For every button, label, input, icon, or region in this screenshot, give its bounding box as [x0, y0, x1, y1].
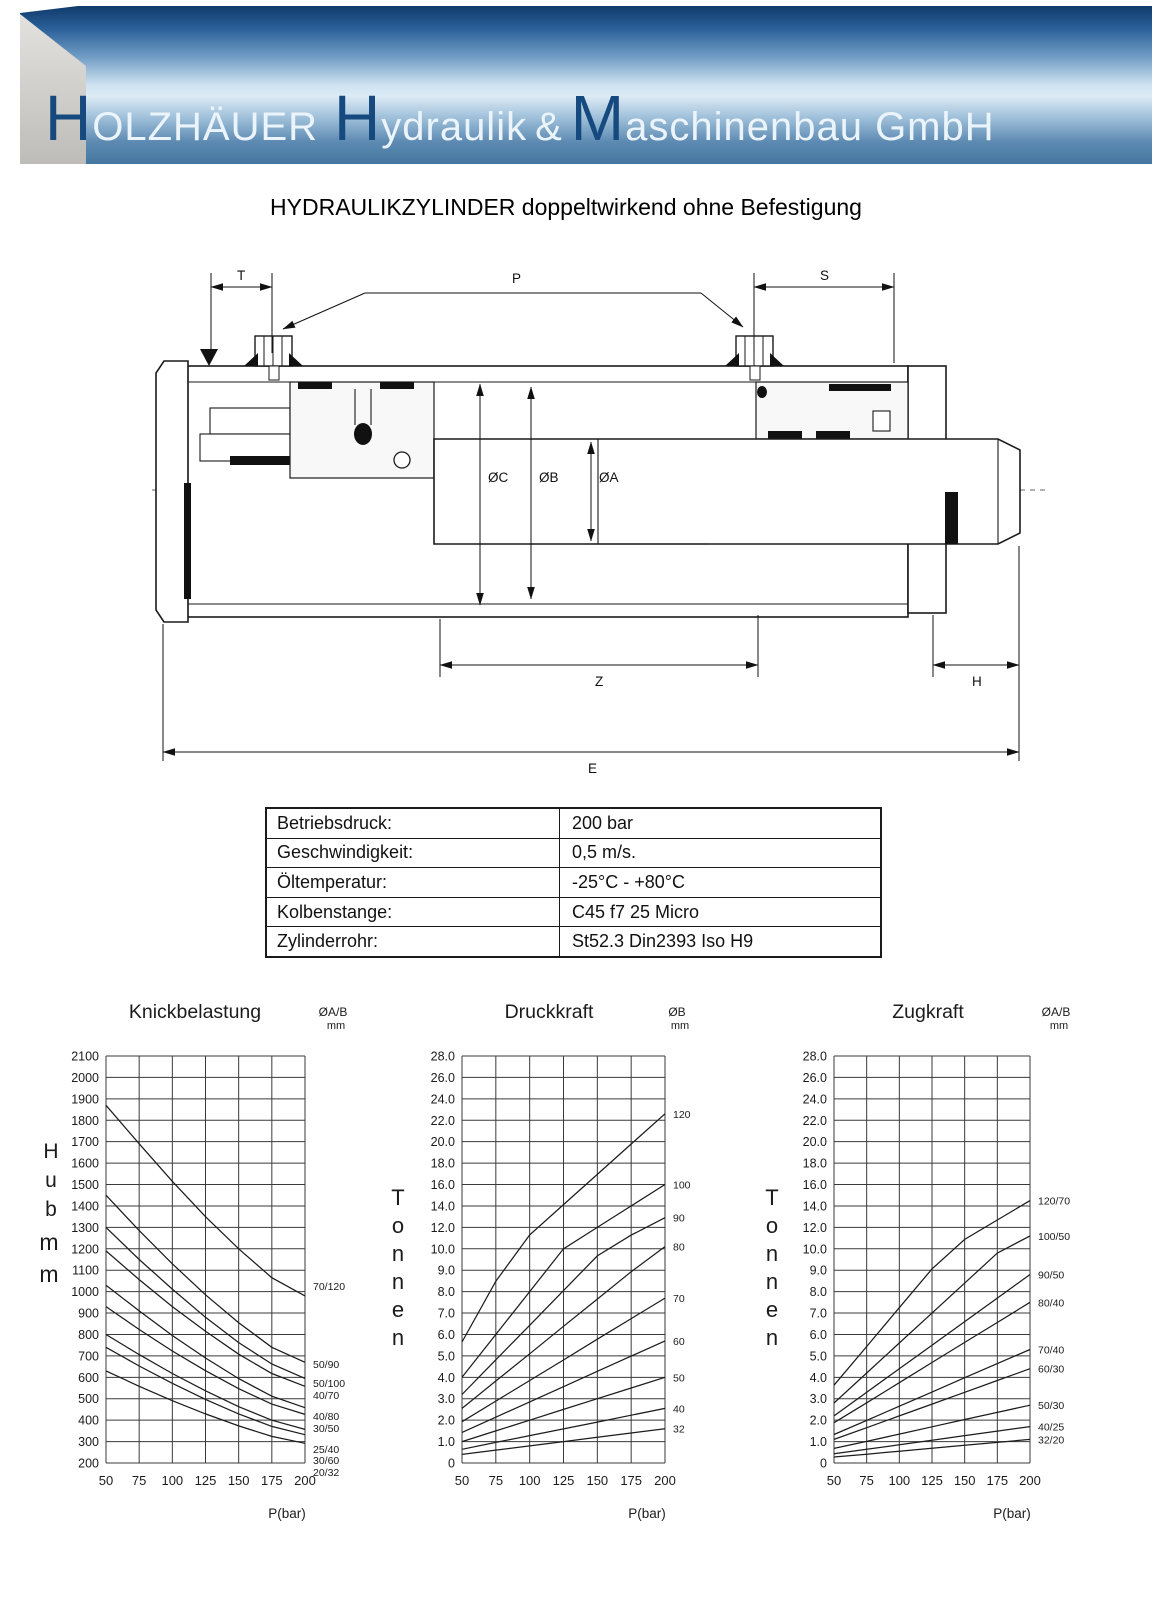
druckkraft-chart: [388, 995, 734, 1540]
y-axis-title-letter: u: [45, 1169, 57, 1192]
y-tick-label: 22.0: [430, 1113, 455, 1128]
series-label-50/90: 50/90: [313, 1359, 340, 1371]
spec-label: Kolbenstange:: [277, 901, 393, 922]
page-title: HYDRAULIKZYLINDER doppeltwirkend ohne Befestigung: [270, 194, 862, 220]
y-axis-unit-letter: m: [39, 1229, 59, 1255]
y-tick-label: 8.0: [437, 1285, 455, 1300]
x-tick-label: 150: [953, 1473, 976, 1488]
y-tick-label: 1.0: [437, 1435, 455, 1450]
y-tick-label: 6.0: [437, 1327, 455, 1342]
series-label-90: 90: [673, 1212, 685, 1225]
y-tick-label: 800: [78, 1327, 99, 1342]
y-tick-label: 1800: [71, 1113, 99, 1128]
y-tick-label: 1600: [71, 1156, 99, 1171]
dim-label-h: H: [972, 674, 982, 689]
y-tick-label: 200: [78, 1456, 99, 1471]
brand-word-maschinenbau: aschinenbau GmbH: [625, 105, 995, 149]
dim-label-e: E: [588, 761, 598, 776]
series-label-30/50: 30/50: [313, 1423, 340, 1435]
spec-row: [267, 838, 880, 868]
y-axis-title-letter: H: [43, 1140, 59, 1163]
company-banner: [20, 6, 1152, 164]
y-tick-label: 1300: [71, 1220, 99, 1235]
x-axis-title: P(bar): [993, 1506, 1031, 1521]
spec-row: [267, 926, 880, 956]
series-label-40/80: 40/80: [313, 1411, 340, 1423]
y-tick-label: 20.0: [802, 1135, 827, 1150]
y-tick-label: 28.0: [802, 1049, 827, 1064]
chart-title: Zugkraft: [892, 1001, 964, 1023]
brand-initial-h2: H: [334, 82, 382, 154]
dim-label-p: P: [512, 271, 522, 286]
rod-black-band: [945, 492, 958, 544]
y-axis-unit-letter: m: [39, 1261, 59, 1287]
y-axis-title-letter: T: [391, 1185, 405, 1210]
y-tick-label: 9.0: [437, 1263, 455, 1278]
y-axis-title-letter: e: [391, 1297, 405, 1322]
gland-seal-2: [816, 431, 850, 439]
x-tick-label: 175: [986, 1473, 1009, 1488]
gland-seal-1: [768, 431, 802, 439]
y-tick-label: 1200: [71, 1242, 99, 1257]
series-label-40/70: 40/70: [313, 1390, 340, 1402]
y-tick-label: 3.0: [437, 1392, 455, 1407]
y-tick-label: 1400: [71, 1199, 99, 1214]
y-axis-title-letter: n: [765, 1241, 779, 1266]
gland-seal-top: [829, 384, 891, 391]
x-tick-label: 150: [586, 1473, 609, 1488]
spec-row: [267, 867, 880, 897]
piston-seal-2: [380, 382, 414, 389]
y-tick-label: 1000: [71, 1285, 99, 1300]
y-tick-label: 2.0: [809, 1413, 827, 1428]
y-tick-label: 4.0: [437, 1370, 455, 1385]
series-label-100/50: 100/50: [1038, 1230, 1071, 1243]
series-label-70: 70: [673, 1293, 685, 1306]
y-tick-label: 3.0: [809, 1392, 827, 1407]
spec-row: [267, 809, 880, 838]
spec-value: St52.3 Din2393 Iso H9: [559, 927, 880, 956]
y-axis-title-letter: e: [765, 1297, 779, 1322]
x-tick-label: 200: [1019, 1473, 1041, 1488]
dim-label-oa: ØA: [599, 470, 619, 485]
series-label-50: 50: [673, 1372, 685, 1385]
x-axis-title: P(bar): [268, 1506, 306, 1521]
y-tick-label: 10.0: [430, 1242, 455, 1257]
y-tick-label: 1.0: [809, 1435, 827, 1450]
y-tick-label: 900: [78, 1306, 99, 1321]
y-tick-label: 600: [78, 1370, 99, 1385]
y-tick-label: 5.0: [437, 1349, 455, 1364]
spec-label: Betriebsdruck:: [277, 812, 393, 833]
right-header-unit: mm: [1049, 1020, 1069, 1032]
series-label-80: 80: [673, 1241, 685, 1254]
y-axis-title-letter: n: [391, 1241, 405, 1266]
right-header-diameter: ØA/B: [1041, 1005, 1071, 1019]
right-header-unit: mm: [326, 1020, 346, 1032]
y-tick-label: 16.0: [802, 1178, 827, 1193]
series-label-50/30: 50/30: [1038, 1400, 1065, 1413]
right-header-unit: mm: [670, 1020, 690, 1032]
y-tick-label: 0: [820, 1456, 827, 1471]
y-tick-label: 1100: [72, 1263, 99, 1278]
y-tick-label: 24.0: [802, 1092, 827, 1107]
y-tick-label: 300: [78, 1435, 99, 1450]
y-axis-title-letter: n: [765, 1325, 779, 1350]
chart-title: Knickbelastung: [128, 1001, 262, 1023]
y-tick-label: 8.0: [809, 1285, 827, 1300]
spec-value: 200 bar: [559, 809, 880, 838]
y-tick-label: 10.0: [802, 1242, 827, 1257]
y-tick-label: 22.0: [802, 1113, 827, 1128]
series-label-120/70: 120/70: [1038, 1195, 1071, 1208]
brand-word-hydraulik: ydraulik: [381, 105, 528, 149]
brand-initial-h1: H: [45, 82, 93, 154]
spec-label: Öltemperatur:: [277, 871, 388, 892]
y-tick-label: 400: [78, 1413, 99, 1428]
spec-value: 0,5 m/s.: [559, 839, 880, 868]
x-tick-label: 200: [654, 1473, 676, 1488]
series-label-32/20: 32/20: [1038, 1434, 1065, 1447]
y-tick-label: 18.0: [802, 1156, 827, 1171]
y-tick-label: 28.0: [430, 1049, 455, 1064]
x-tick-label: 150: [227, 1473, 250, 1488]
y-tick-label: 1500: [71, 1178, 99, 1193]
y-tick-label: 12.0: [430, 1220, 455, 1235]
dim-label-ob: ØB: [539, 470, 559, 485]
x-tick-label: 75: [859, 1473, 874, 1488]
spec-label: Zylinderrohr:: [277, 931, 379, 952]
series-label-90/50: 90/50: [1038, 1269, 1065, 1282]
piston-seal-1: [298, 382, 332, 389]
y-axis-title-letter: n: [765, 1269, 779, 1294]
y-tick-label: 7.0: [809, 1306, 827, 1321]
y-tick-label: 26.0: [802, 1070, 827, 1085]
series-label-25/40: 25/40: [313, 1444, 340, 1456]
series-label-30/60: 30/60: [313, 1455, 340, 1467]
x-axis-title: P(bar): [628, 1506, 666, 1521]
series-label-50/100: 50/100: [313, 1378, 346, 1390]
logo-white-corner: [20, 6, 78, 13]
spec-value: -25°C - +80°C: [559, 868, 880, 897]
y-tick-label: 14.0: [430, 1199, 455, 1214]
series-label-120: 120: [673, 1108, 691, 1121]
y-tick-label: 20.0: [430, 1135, 455, 1150]
y-tick-label: 0: [448, 1456, 455, 1471]
dim-label-t: T: [237, 268, 246, 283]
y-tick-label: 12.0: [802, 1220, 827, 1235]
y-tick-label: 24.0: [430, 1092, 455, 1107]
series-label-60: 60: [673, 1335, 685, 1348]
piston-bolt: [354, 423, 372, 445]
dim-label-s: S: [820, 268, 830, 283]
o-ring: [394, 452, 410, 468]
y-tick-label: 5.0: [809, 1349, 827, 1364]
y-tick-label: 14.0: [802, 1199, 827, 1214]
zugkraft-chart: [738, 995, 1172, 1540]
brand-initial-m: M: [570, 82, 626, 154]
piston-rod: [434, 439, 1020, 544]
series-label-80/40: 80/40: [1038, 1297, 1065, 1310]
x-tick-label: 100: [888, 1473, 911, 1488]
y-axis-title-letter: n: [391, 1325, 405, 1350]
x-tick-label: 175: [620, 1473, 643, 1488]
y-axis-title-letter: T: [765, 1185, 779, 1210]
y-tick-label: 2000: [71, 1070, 99, 1085]
y-tick-label: 500: [78, 1392, 99, 1407]
series-label-40: 40: [673, 1403, 685, 1416]
y-tick-label: 7.0: [437, 1306, 455, 1321]
x-tick-label: 50: [826, 1473, 842, 1488]
spec-row: [267, 897, 880, 927]
spec-value: C45 f7 25 Micro: [559, 898, 880, 927]
series-label-40/25: 40/25: [1038, 1421, 1065, 1434]
y-axis-title-letter: b: [45, 1198, 57, 1221]
grid: [106, 1056, 305, 1463]
series-label-70/120: 70/120: [313, 1281, 346, 1293]
x-tick-label: 50: [454, 1473, 470, 1488]
y-tick-label: 9.0: [809, 1263, 827, 1278]
grid: [462, 1056, 665, 1463]
y-axis-title-letter: o: [391, 1213, 405, 1238]
x-tick-label: 125: [194, 1473, 217, 1488]
weld-mark-flange: [200, 349, 218, 366]
y-tick-label: 6.0: [809, 1327, 827, 1342]
series-label-32: 32: [673, 1423, 685, 1436]
series-label-70/40: 70/40: [1038, 1344, 1065, 1357]
series-label-100: 100: [673, 1179, 691, 1192]
y-tick-label: 700: [78, 1349, 99, 1364]
x-tick-label: 50: [98, 1473, 114, 1488]
gland-dot-seal: [757, 386, 767, 398]
spec-table: [265, 807, 882, 958]
x-tick-label: 125: [552, 1473, 575, 1488]
dim-label-oc: ØC: [488, 470, 509, 485]
y-tick-label: 2100: [71, 1049, 99, 1064]
y-tick-label: 18.0: [430, 1156, 455, 1171]
brand-wordmark: [45, 82, 995, 154]
right-header-diameter: ØA/B: [318, 1005, 348, 1019]
x-tick-label: 100: [518, 1473, 541, 1488]
left-end-cap: [156, 361, 188, 622]
dim-label-z: Z: [595, 674, 604, 689]
y-tick-label: 1700: [71, 1135, 99, 1150]
brand-ampersand: &: [535, 105, 563, 149]
y-tick-label: 26.0: [430, 1070, 455, 1085]
weld-seam-left: [184, 483, 191, 599]
right-header-diameter: ØB: [668, 1005, 686, 1019]
grid: [834, 1056, 1030, 1463]
y-tick-label: 16.0: [430, 1178, 455, 1193]
y-tick-label: 1900: [71, 1092, 99, 1107]
x-tick-label: 200: [294, 1473, 316, 1488]
series-label-60/30: 60/30: [1038, 1363, 1065, 1376]
y-tick-label: 2.0: [437, 1413, 455, 1428]
x-tick-label: 125: [921, 1473, 943, 1488]
spec-label: Geschwindigkeit:: [277, 842, 414, 863]
cylinder-cross-section-drawing: [140, 253, 1060, 783]
x-tick-label: 175: [260, 1473, 283, 1488]
chart-title: Druckkraft: [504, 1001, 594, 1023]
knickbelastung-chart: [30, 995, 405, 1540]
series-label-20/32: 20/32: [313, 1467, 340, 1479]
x-tick-label: 75: [131, 1473, 147, 1488]
y-axis-title-letter: o: [765, 1213, 779, 1238]
brand-word-holzhaeuer: OLZHÄUER: [92, 105, 319, 149]
y-tick-label: 4.0: [809, 1370, 827, 1385]
x-tick-label: 75: [488, 1473, 504, 1488]
x-tick-label: 100: [161, 1473, 184, 1488]
y-axis-title-letter: n: [391, 1269, 405, 1294]
